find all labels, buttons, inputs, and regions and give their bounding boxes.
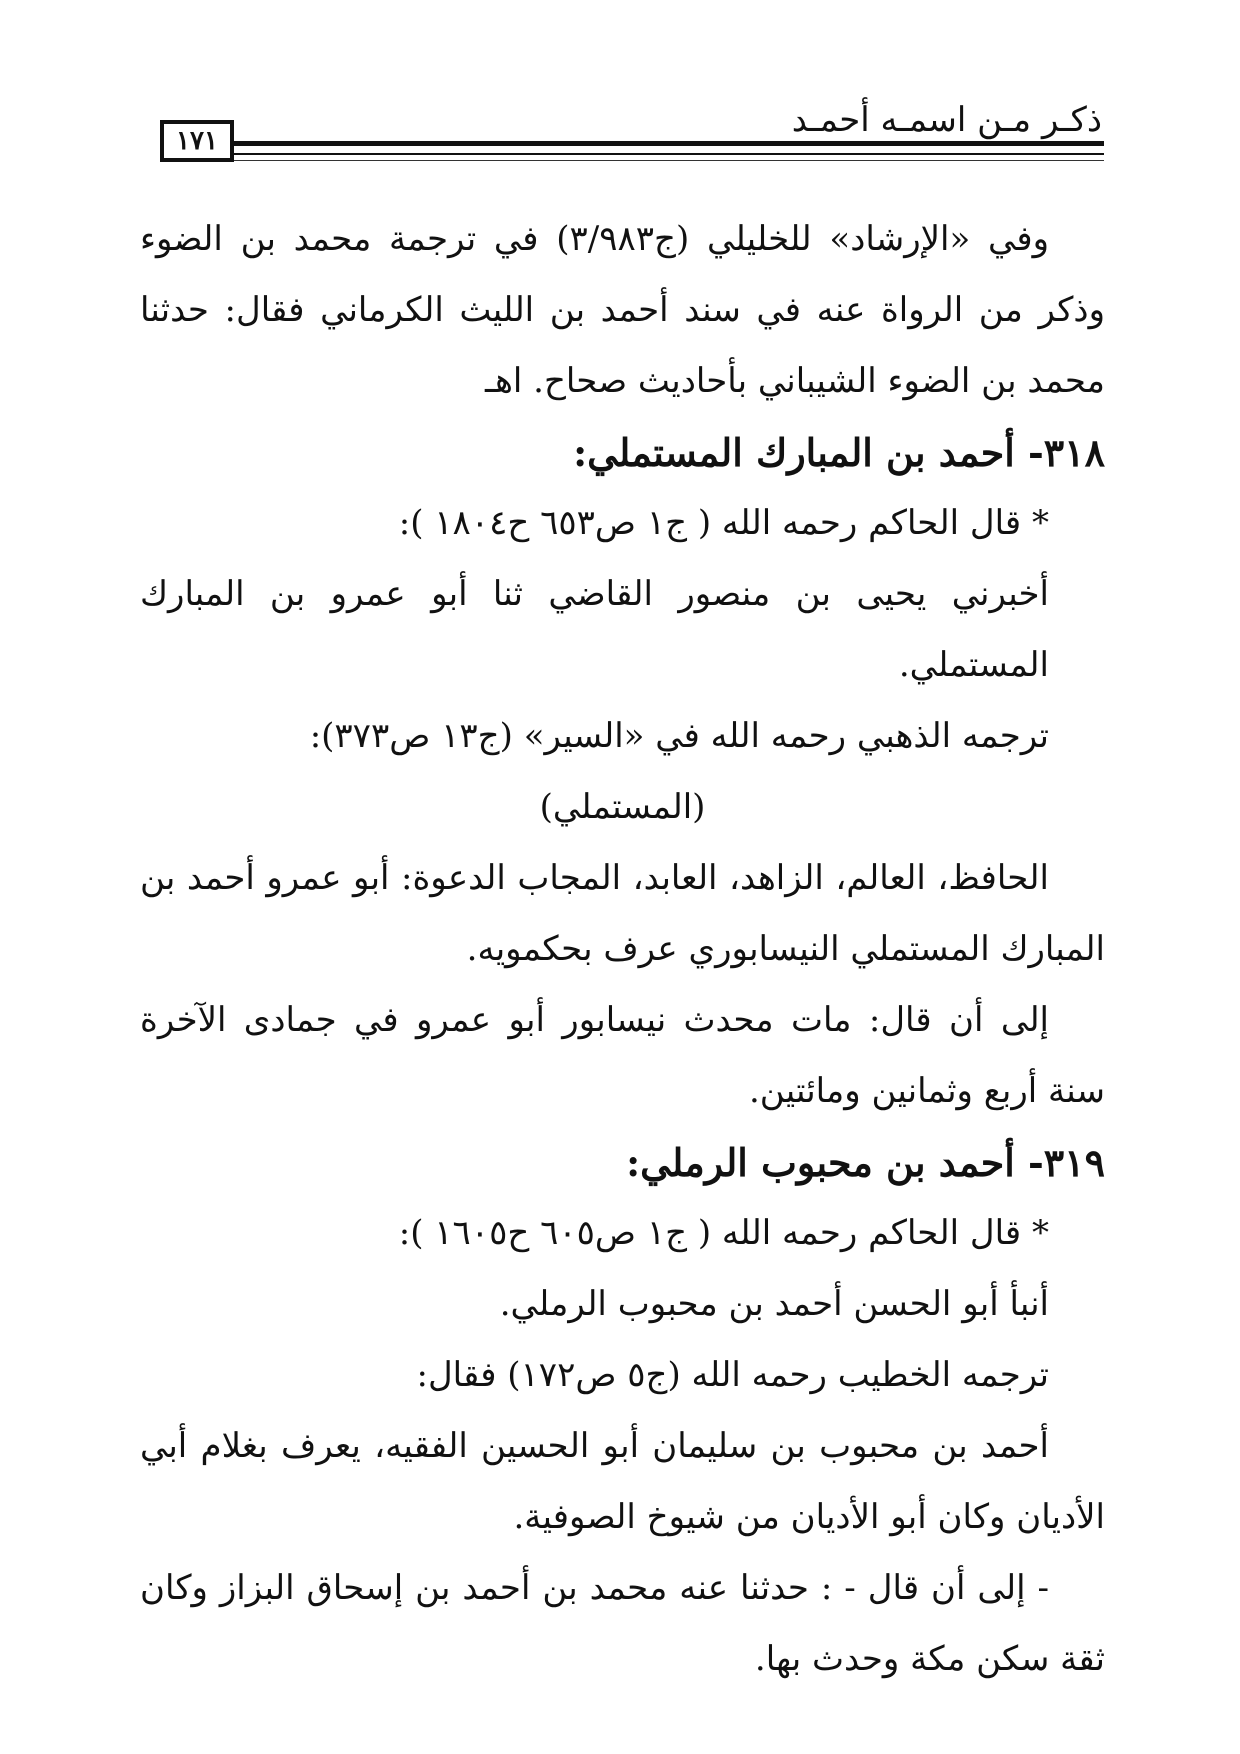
- running-title: ذكـر مـن اسمـه أحمـد: [791, 100, 1102, 140]
- isnad-318: أخبرني يحيى بن منصور القاضي ثنا أبو عمرو بن المبارك المستملي.: [140, 574, 1049, 685]
- hakim-citation-319: * قال الحاكم رحمه الله ( ج١ ص٦٠٥ ح١٦٠٥ ):: [398, 1213, 1049, 1253]
- page-number: ١٧١: [160, 120, 234, 162]
- dhahabi-citation-318: ترجمه الذهبي رحمه الله في «السير» (ج١٣ ص٣٧٣):: [309, 716, 1049, 756]
- subheading-mustamli: (المستملي): [539, 787, 706, 827]
- hakim-citation-318: * قال الحاكم رحمه الله ( ج١ ص٦٥٣ ح١٨٠٤ ):: [398, 503, 1049, 543]
- biography-319: أحمد بن محبوب بن سليمان أبو الحسين الفقيه، يعرف بغلام أبي الأديان وكان أبو الأديان من شيوخ الصوفية.: [140, 1426, 1105, 1537]
- header-rule-hairline: [234, 160, 1104, 161]
- paragraph-irshad: وفي «الإرشاد» للخليلي (ج٣/٩٨٣) في ترجمة محمد بن الضوء وذكر من الرواة عنه في سند أحمد بن الليث الكرماني فقال: حدثنا محمد بن الضوء الشيباني بأحاديث صحاح. اهـ: [140, 219, 1105, 401]
- biography-318: الحافظ، العالم، الزاهد، العابد، المجاب الدعوة: أبو عمرو أحمد بن المبارك المستملي النيسابوري عرف بحكمويه.: [140, 858, 1105, 969]
- entry-heading-318: ٣١٨- أحمد بن المبارك المستملي:: [573, 430, 1105, 475]
- closing-note-319: - إلى أن قال - : حدثنا عنه محمد بن أحمد بن إسحاق البزاز وكان ثقة سكن مكة وحدث بها.: [140, 1568, 1105, 1679]
- death-note-318: إلى أن قال: مات محدث نيسابور أبو عمرو في جمادى الآخرة سنة أربع وثمانين ومائتين.: [140, 1000, 1105, 1111]
- isnad-319: أنبأ أبو الحسن أحمد بن محبوب الرملي.: [499, 1284, 1049, 1324]
- header-rule-thick: [234, 141, 1104, 146]
- header-rule-thin: [234, 153, 1104, 155]
- khatib-citation-319: ترجمه الخطيب رحمه الله (ج٥ ص١٧٢) فقال:: [416, 1355, 1049, 1395]
- body-text: [140, 204, 1105, 1695]
- entry-heading-319: ٣١٩- أحمد بن محبوب الرملي:: [626, 1140, 1105, 1185]
